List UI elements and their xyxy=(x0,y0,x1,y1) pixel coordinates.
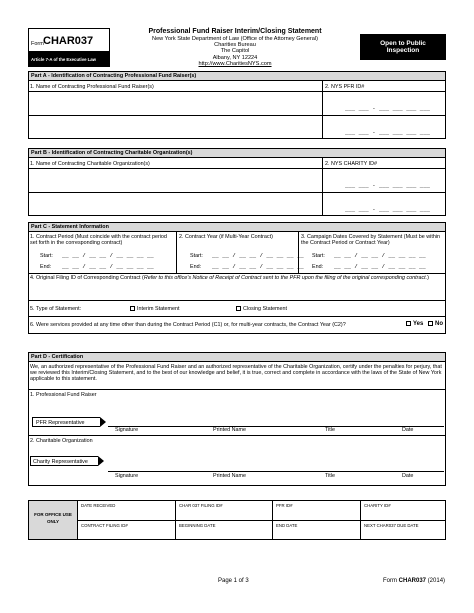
charity-signature-line[interactable] xyxy=(108,471,444,472)
charity-col-printed: Printed Name xyxy=(213,473,246,479)
pfr-tag-arrow xyxy=(100,417,106,427)
open-badge-text: Open to Public Inspection xyxy=(380,40,426,54)
office-date-received: DATE RECEIVED xyxy=(81,503,116,508)
charity-tag-arrow xyxy=(98,456,104,466)
part-a-q1: 1. Name of Contracting Professional Fund Raiser(s) xyxy=(30,84,154,90)
office-contract-filing-id: CONTRACT FILING ID# xyxy=(81,523,128,528)
footer-form-label: Form xyxy=(383,578,397,584)
c1-end-label: End: xyxy=(40,264,52,270)
part-b-q1: 1. Name of Contracting Charitable Organization(s) xyxy=(30,161,150,167)
yes-checkbox[interactable] xyxy=(406,321,411,326)
part-c-q1: 1. Contract Period (Must coincide with the contract period set forth in the corresponding contract) xyxy=(30,234,167,247)
charity-section-label: 2. Charitable Organization xyxy=(30,438,93,444)
charity-col-title: Title xyxy=(325,473,335,479)
pfr-rep-label: PFR Representative xyxy=(36,419,85,426)
part-b-divider xyxy=(322,158,323,216)
certification-text: We, an authorized representative of the Professional Fund Raiser and an authorized representative of the Charitable Organization, certify under the penalties for perjury, that we reviewed this Interim/Closing Statement, and to the best of our knowledge and belief, it is true, correct and complete in accordance with the laws of the State of New York applicable to this statement. xyxy=(30,364,442,383)
form-label: Form xyxy=(31,41,44,47)
pfr-name-field-1[interactable] xyxy=(29,92,321,114)
c3-start-date[interactable]: __ __ / __ __ / __ __ __ __ xyxy=(334,252,426,259)
pfr-col-signature: Signature xyxy=(115,427,139,433)
part-c-q4-suffix: ) xyxy=(427,275,429,281)
office-end-date: END DATE xyxy=(276,523,298,528)
charity-id-field-1[interactable]: ___ ___ - ___ ___ ___ ___ xyxy=(345,182,431,189)
pfr-id-field-1[interactable]: ___ ___ - ___ ___ ___ ___ xyxy=(345,105,431,112)
original-filing-id-field[interactable] xyxy=(40,288,440,299)
part-b-q2: 2. NYS CHARITY ID# xyxy=(325,161,378,167)
part-c-q4-note: Refer to this office's Notice of Receipt of Contract sent to the PFR upon the filing of the original corresponding contract. xyxy=(143,275,428,281)
closing-statement-option[interactable] xyxy=(236,306,287,312)
part-c-row-line-3 xyxy=(28,316,446,317)
part-c-q5: 5. Type of Statement: xyxy=(30,306,82,312)
interim-label: Interim Statement xyxy=(137,306,180,312)
pfr-representative-tag xyxy=(32,417,100,427)
pfr-name-field-2[interactable] xyxy=(29,116,321,138)
pfr-col-date: Date xyxy=(402,427,414,433)
page-number: Page 1 of 3 xyxy=(218,578,249,584)
dept-line: New York State Department of Law (Office of the Attorney General) xyxy=(152,36,318,42)
c1-end-date[interactable]: __ __ / __ __ / __ __ __ __ xyxy=(62,263,154,270)
office-charity-id: CHARITY ID# xyxy=(364,503,391,508)
office-use-label: FOR OFFICE USE ONLY xyxy=(34,512,72,524)
part-b-heading: Part B - Identification of Contracting Charitable Organization(s) xyxy=(28,148,446,158)
part-c-q2: 2. Contract Year (if Multi-Year Contract) xyxy=(179,234,273,240)
part-c-q3: 3. Campaign Dates Covered by Statement (Must be within the Contract Period or Contract Year) xyxy=(301,234,441,247)
c2-start-label: Start: xyxy=(190,253,203,259)
yes-label: Yes xyxy=(413,321,424,328)
footer-form xyxy=(383,578,445,584)
part-c-q4 xyxy=(30,275,442,281)
part-c-divider-1 xyxy=(176,232,177,273)
pfr-col-printed: Printed Name xyxy=(213,427,246,433)
website-link[interactable]: http://www.CharitiesNYS.com xyxy=(198,60,272,67)
bureau-line: Charities Bureau xyxy=(214,42,256,49)
c2-end-date[interactable]: __ __ / __ __ / __ __ __ __ xyxy=(212,263,304,270)
pfr-signature-line[interactable] xyxy=(108,426,444,427)
c2-end-label: End: xyxy=(190,264,202,270)
closing-label: Closing Statement xyxy=(243,306,288,312)
pfr-id-field-2[interactable]: ___ ___ - ___ ___ ___ ___ xyxy=(345,129,431,136)
article-banner xyxy=(28,52,110,67)
interim-checkbox[interactable] xyxy=(130,306,135,311)
office-beginning-date: BEGINNING DATE xyxy=(179,523,216,528)
part-a-divider xyxy=(322,81,323,139)
open-to-public-badge xyxy=(360,34,446,60)
interim-statement-option[interactable] xyxy=(130,306,180,312)
no-label: No xyxy=(435,321,443,328)
office-filing-id: CHAR 037 FILING ID# xyxy=(179,503,223,508)
office-pfr-id: PFR ID# xyxy=(276,503,293,508)
charity-representative-tag xyxy=(30,456,98,466)
building-line: The Capitol xyxy=(220,48,250,55)
part-d-heading: Part D - Certification xyxy=(28,352,446,362)
q6-yes-option[interactable] xyxy=(406,321,423,327)
office-next-due: NEXT CHAR037 DUE DATE xyxy=(364,523,419,528)
footer-form-id: CHAR037 xyxy=(398,578,427,584)
c2-start-date[interactable]: __ __ / __ __ / __ __ __ __ xyxy=(212,252,304,259)
c3-end-label: End: xyxy=(312,264,324,270)
header-center xyxy=(110,28,360,67)
part-c-row-line-2 xyxy=(28,300,446,301)
charity-col-signature: Signature xyxy=(115,473,139,479)
charity-name-field-2[interactable] xyxy=(29,193,321,215)
office-row-line xyxy=(77,520,446,521)
charity-col-date: Date xyxy=(402,473,414,479)
closing-checkbox[interactable] xyxy=(236,306,241,311)
form-id-box xyxy=(28,28,110,52)
c3-end-date[interactable]: __ __ / __ __ / __ __ __ __ xyxy=(334,263,426,270)
footer-year: (2014) xyxy=(427,578,446,584)
no-checkbox[interactable] xyxy=(428,321,433,326)
part-c-row-line-1 xyxy=(28,273,446,274)
pfr-section-label: 1. Professional Fund Raiser xyxy=(30,392,97,398)
form-id: CHAR037 xyxy=(43,35,94,47)
q6-no-option[interactable] xyxy=(428,321,443,327)
part-a-heading: Part A - Identification of Contracting Professional Fund Raiser(s) xyxy=(28,71,446,81)
part-c-box xyxy=(28,232,446,334)
city-line: Albany, NY 12224 xyxy=(212,54,258,61)
charity-rep-label: Charity Representative xyxy=(33,458,88,465)
charity-id-field-2[interactable]: ___ ___ - ___ ___ ___ ___ xyxy=(345,206,431,213)
pfr-col-title: Title xyxy=(325,427,335,433)
c1-start-label: Start: xyxy=(40,253,53,259)
article-text: Article 7-A of the Executive Law xyxy=(31,57,97,62)
page-title: Professional Fund Raiser Interim/Closing Statement xyxy=(148,28,322,35)
part-c-q6: 6. Were services provided at any time other than during the Contract Period (C1) or, for multi-year contracts, the Contract Year (C2)? xyxy=(30,322,346,328)
part-c-q4-prefix: 4. Original Filing ID of Corresponding Contract ( xyxy=(30,275,144,281)
part-d-row-line-1 xyxy=(28,389,446,390)
charity-name-field-1[interactable] xyxy=(29,169,321,191)
c1-start-date[interactable]: __ __ / __ __ / __ __ __ __ xyxy=(62,252,154,259)
part-d-row-line-2 xyxy=(28,435,446,436)
part-c-heading: Part C - Statement Information xyxy=(28,222,446,232)
c3-start-label: Start: xyxy=(312,253,325,259)
part-a-q2: 2. NYS PFR ID# xyxy=(325,84,365,90)
